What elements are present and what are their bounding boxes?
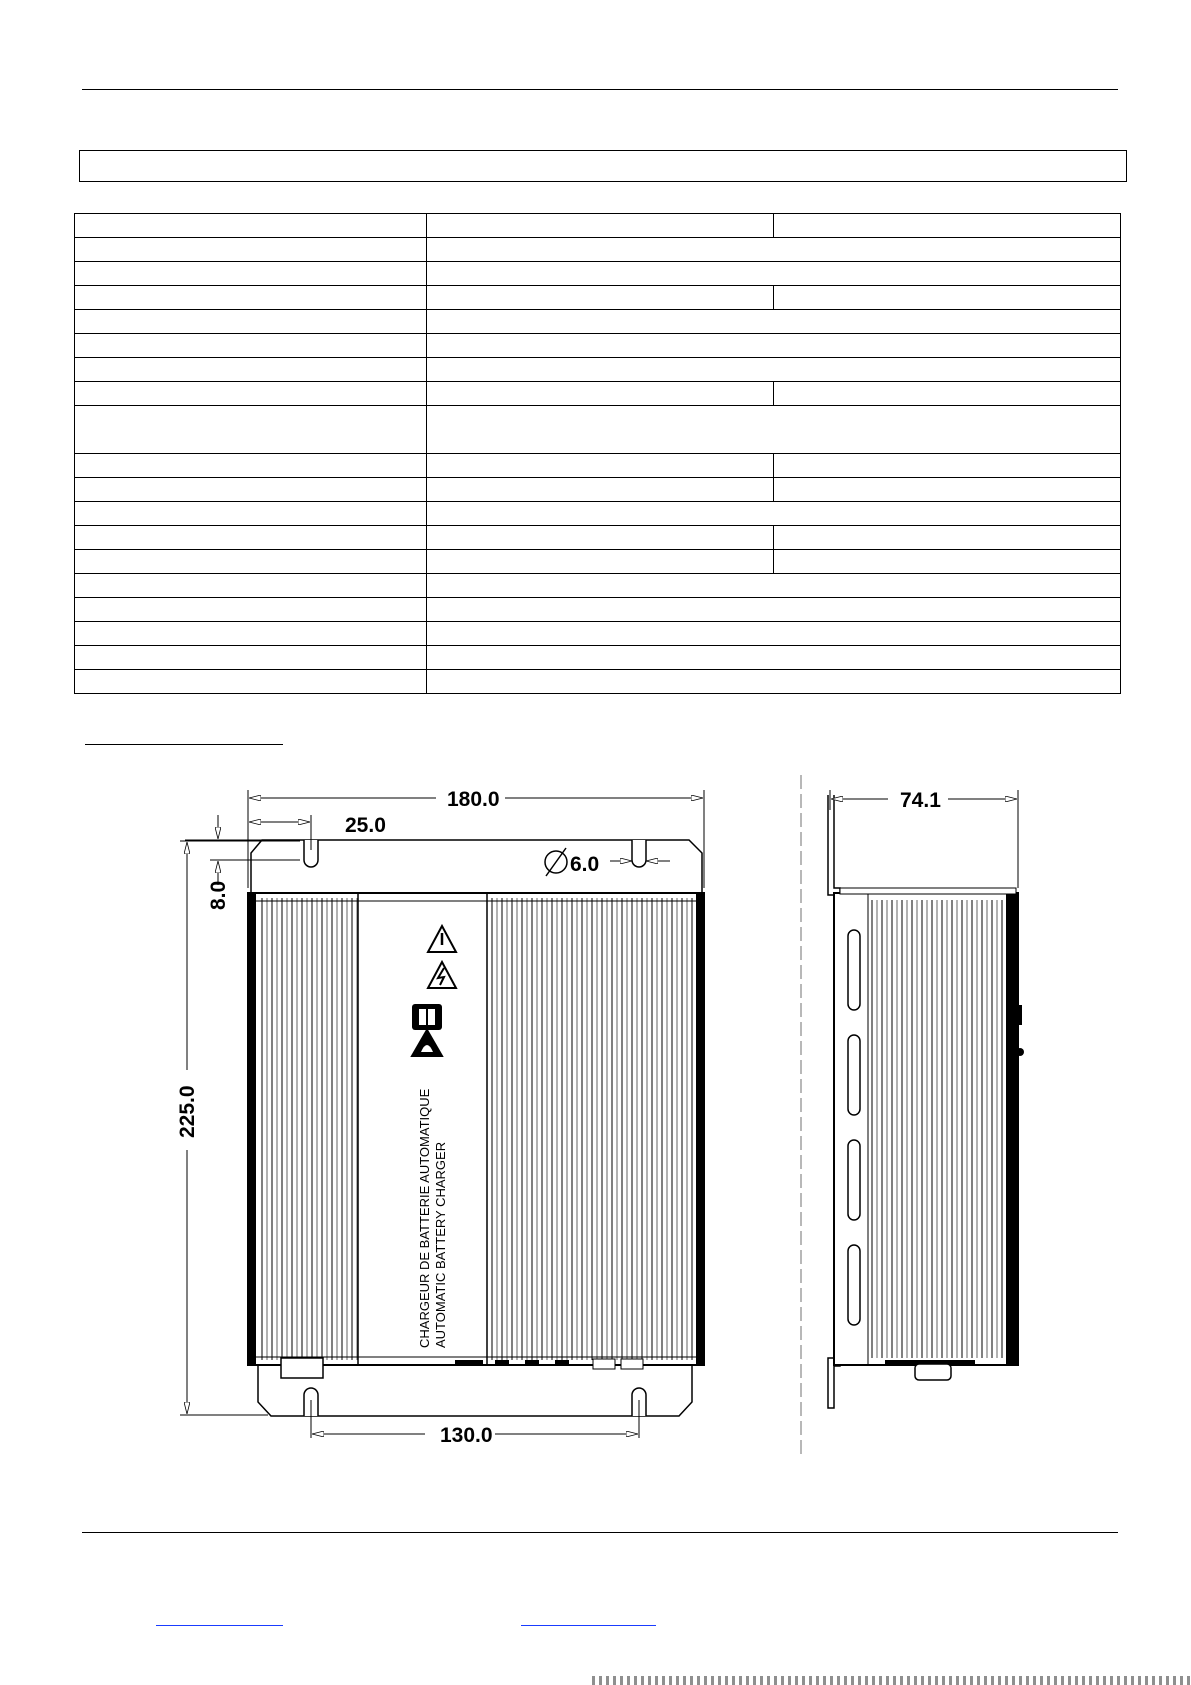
table-row — [75, 310, 1121, 334]
table-row — [75, 334, 1121, 358]
spec-table — [74, 213, 1121, 694]
top-slot-right — [632, 840, 646, 867]
table-row — [75, 598, 1121, 622]
dimension-hole-spacing-value: 130.0 — [440, 1424, 493, 1447]
product-label-line-1: CHARGEUR DE BATTERIE AUTOMATIQUE — [417, 1088, 432, 1348]
technical-drawing — [0, 760, 1191, 1460]
dimension-depth-value: 74.1 — [900, 789, 941, 812]
table-row — [75, 238, 1121, 262]
table-row — [75, 622, 1121, 646]
table-row — [75, 214, 1121, 238]
side-view — [828, 795, 1024, 1408]
table-row — [75, 646, 1121, 670]
table-row — [75, 382, 1121, 406]
footer-text-strip — [592, 1676, 1191, 1685]
table-row — [75, 502, 1121, 526]
table-row — [75, 286, 1121, 310]
side-slot — [848, 930, 860, 1010]
table-row — [75, 454, 1121, 478]
side-slot — [848, 1245, 860, 1325]
dimension-width-value: 180.0 — [447, 788, 500, 811]
footer-link-underline-1[interactable] — [156, 1625, 283, 1626]
footer-link-underline-2[interactable] — [521, 1625, 656, 1626]
table-row — [75, 574, 1121, 598]
side-slot — [848, 1140, 860, 1220]
table-row — [75, 262, 1121, 286]
table-row — [75, 670, 1121, 694]
dimension-depth — [830, 789, 1018, 888]
header-rule — [82, 89, 1118, 90]
title-box — [79, 150, 1127, 182]
dimension-hole-offset-value: 25.0 — [345, 814, 386, 837]
cable-gland — [281, 1358, 323, 1378]
side-cable-gland — [915, 1364, 951, 1380]
table-row — [75, 406, 1121, 454]
front-view — [248, 840, 704, 1416]
product-label-line-2: AUTOMATIC BATTERY CHARGER — [433, 1141, 448, 1348]
dimension-height-value: 225.0 — [176, 1085, 199, 1138]
dimension-hole-diameter-value: 6.0 — [570, 853, 600, 876]
dimension-tab-depth-value: 8.0 — [207, 880, 230, 910]
table-row — [75, 358, 1121, 382]
table-row — [75, 526, 1121, 550]
table-row — [75, 550, 1121, 574]
manual-icon — [412, 1004, 442, 1030]
section-heading-underline — [85, 744, 283, 745]
side-slot — [848, 1035, 860, 1115]
table-row — [75, 478, 1121, 502]
footer-rule — [82, 1532, 1118, 1533]
